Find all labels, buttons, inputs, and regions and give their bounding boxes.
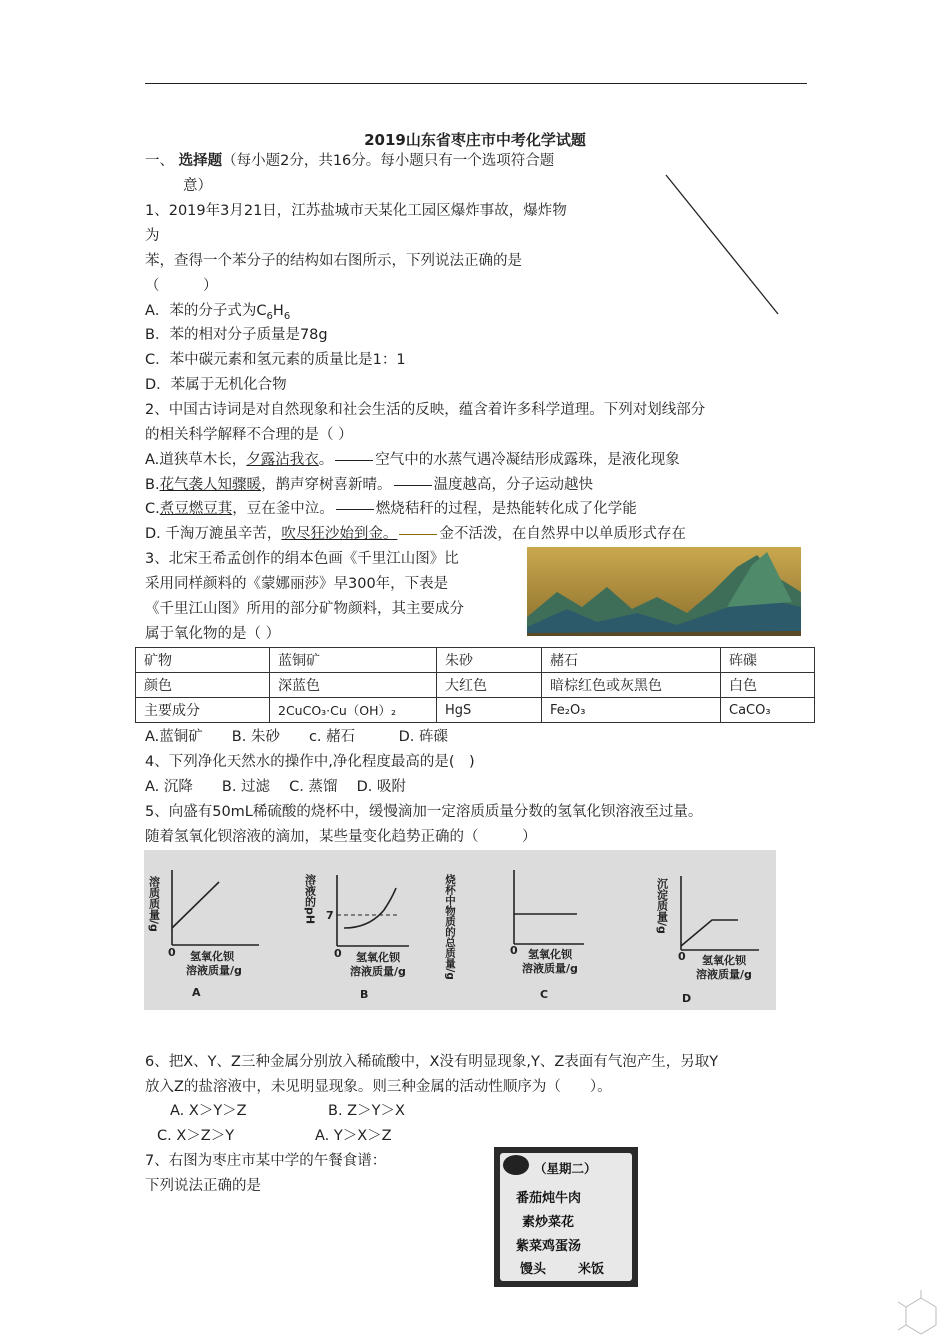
q2-option-d: D. 千淘万漉虽辛苦，吹尽狂沙始到金。 金不活泼，在自然界中以单质形式存在	[145, 526, 686, 542]
q3-stem-3: 《千里江山图》所用的部分矿物颜料，其主要成分	[145, 601, 464, 617]
q2-option-b: B.花气袭人知骤暖，鹊声穿树喜新晴。 温度越高，分子运动越快	[145, 477, 594, 493]
chart-d-ylabel: 沉淀质量/g	[655, 878, 669, 934]
chart-b-origin: 0	[334, 947, 342, 960]
chart-d-letter: D	[682, 992, 692, 1005]
chart-b-xlabel2: 溶液质量/g	[350, 965, 406, 978]
chart-b-curve	[344, 888, 396, 928]
q1-option-c: C．苯中碳元素和氢元素的质量比是1：1	[145, 352, 406, 368]
chart-c-origin: 0	[510, 944, 518, 957]
connector-line	[394, 485, 432, 486]
chart-d	[656, 876, 760, 1005]
table-row: 主要成分 2CuCO₃·Cu（OH）₂ HgS Fe₂O₃ CaCO₃	[136, 698, 815, 723]
chart-a-xlabel1: 氢氧化钡	[190, 950, 234, 963]
chart-b-ylabel: 溶液的pH	[303, 874, 317, 925]
menu-item-1: 番茄炖牛肉	[516, 1191, 582, 1206]
q1-stem-3: 苯，查得一个苯分子的结构如右图所示，下列说法正确的是	[145, 253, 522, 269]
chart-c	[444, 870, 584, 1001]
table-row: 矿物 蓝铜矿 朱砂 赭石 砗磲	[136, 648, 815, 673]
benzene-structure-image	[660, 170, 785, 320]
chart-a-origin: 0	[168, 946, 176, 959]
lunch-menu-image	[494, 1147, 638, 1287]
section-heading: 一、 选择题（每小题2分，共16分。每小题只有一个选项符合题	[145, 153, 555, 169]
q6-stem-2: 放入Z的盐溶液中，未见明显现象。则三种金属的活动性顺序为（ ）。	[145, 1079, 612, 1095]
q7-stem-1: 7、右图为枣庄市某中学的午餐食谱：	[145, 1153, 387, 1169]
q1-answer-blank: （ ）	[145, 278, 218, 294]
chart-b	[304, 873, 410, 1001]
top-rule	[145, 83, 807, 84]
chart-a	[148, 870, 260, 999]
chart-c-ylabel: 烧杯中物质的总质量/g	[444, 874, 456, 980]
q1-option-d: D．苯属于无机化合物	[145, 377, 287, 393]
chart-a-ylabel: 溶质质量/g	[147, 876, 161, 932]
chart-a-letter: A	[192, 986, 201, 999]
chart-d-origin: 0	[678, 950, 686, 963]
page-title: 2019山东省枣庄市中考化学试题	[364, 131, 586, 149]
menu-item-3: 紫菜鸡蛋汤	[516, 1239, 582, 1254]
structure-line	[666, 175, 778, 314]
q6-option-d: A. Y＞X＞Z	[315, 1128, 392, 1144]
menu-item-4a: 馒头	[520, 1262, 547, 1277]
q7-stem-2: 下列说法正确的是	[145, 1178, 261, 1194]
q1-option-b: B．苯的相对分子质量是78g	[145, 327, 328, 343]
q5-stem-1: 5、向盛有50mL稀硫酸的烧杯中，缓慢滴加一定溶质质量分数的氢氧化钡溶液至过量。	[145, 804, 703, 820]
chart-b-xlabel1: 氢氧化钡	[356, 951, 400, 964]
table-row: 颜色 深蓝色 大红色 暗棕红色或灰黑色 白色	[136, 673, 815, 698]
q6-option-a: A. X＞Y＞Z	[170, 1103, 247, 1119]
q5-charts-image	[144, 850, 776, 1010]
connector-line	[335, 460, 373, 461]
q6-stem-1: 6、把X、Y、Z三种金属分别放入稀硫酸中，X没有明显现象,Y、Z表面有气泡产生，另取Y	[145, 1054, 719, 1070]
chart-b-letter: B	[360, 988, 369, 1001]
q6-option-c: C. X＞Z＞Y	[157, 1128, 235, 1144]
chart-d-xlabel2: 溶液质量/g	[696, 968, 752, 981]
mineral-table	[135, 647, 815, 723]
chart-b-tick7: 7	[326, 909, 334, 922]
q2-option-c: C.煮豆燃豆萁，豆在釜中泣。 燃烧秸秆的过程，是热能转化成了化学能	[145, 501, 637, 517]
chart-c-xlabel1: 氢氧化钡	[528, 948, 572, 961]
menu-day: （星期二）	[534, 1161, 597, 1176]
q3-stem-4: 属于氧化物的是（ ）	[145, 626, 281, 642]
chart-a-xlabel2: 溶液质量/g	[186, 964, 242, 977]
chart-d-curve	[681, 920, 738, 946]
q2-stem-1: 2、中国古诗词是对自然现象和社会生活的反映，蕴含着许多科学道理。下列对划线部分	[145, 402, 706, 418]
q1-stem-2: 为	[145, 228, 160, 244]
q1-option-a: A．苯的分子式为$C_6H_6$	[145, 303, 291, 322]
chart-d-xlabel1: 氢氧化钡	[702, 954, 746, 967]
connector-line	[336, 509, 374, 510]
q3-stem-2: 采用同样颜料的《蒙娜丽莎》早300年，下表是	[145, 576, 449, 592]
q5-charts-svg	[144, 850, 776, 1010]
connector-line	[399, 534, 437, 535]
chart-a-curve	[172, 882, 219, 928]
menu-item-4b: 米饭	[578, 1262, 605, 1277]
q4-options: A. 沉降 B. 过滤 C. 蒸馏 D. 吸附	[145, 779, 406, 795]
q6-option-b: B. Z＞Y＞X	[328, 1103, 405, 1119]
chart-c-letter: C	[540, 988, 549, 1001]
q4-stem: 4、下列净化天然水的操作中,净化程度最高的是( )	[145, 754, 475, 770]
section-note: 意）	[183, 178, 212, 194]
q2-option-a: A.道狭草木长，夕露沾我衣。 空气中的水蒸气遇冷凝结形成露珠，是液化现象	[145, 452, 680, 468]
q1-stem-1: 1、2019年3月21日，江苏盐城市天某化工园区爆炸事故，爆炸物	[145, 203, 567, 219]
landscape-painting-image	[527, 547, 801, 636]
q3-options: A.蓝铜矿 B. 朱砂 c. 赭石 D. 砗磲	[145, 729, 449, 745]
chart-c-xlabel2: 溶液质量/g	[522, 962, 578, 975]
q2-stem-2: 的相关科学解释不合理的是（ ）	[145, 427, 353, 443]
menu-item-2: 素炒菜花	[522, 1215, 575, 1230]
q5-stem-2: 随着氢氧化钡溶液的滴加，某些量变化趋势正确的（ ）	[145, 829, 537, 845]
hexagon-decoration-icon	[896, 1290, 946, 1340]
cat-icon	[503, 1155, 529, 1175]
q3-stem-1: 3、北宋王希孟创作的绢本色画《千里江山图》比	[145, 551, 459, 567]
